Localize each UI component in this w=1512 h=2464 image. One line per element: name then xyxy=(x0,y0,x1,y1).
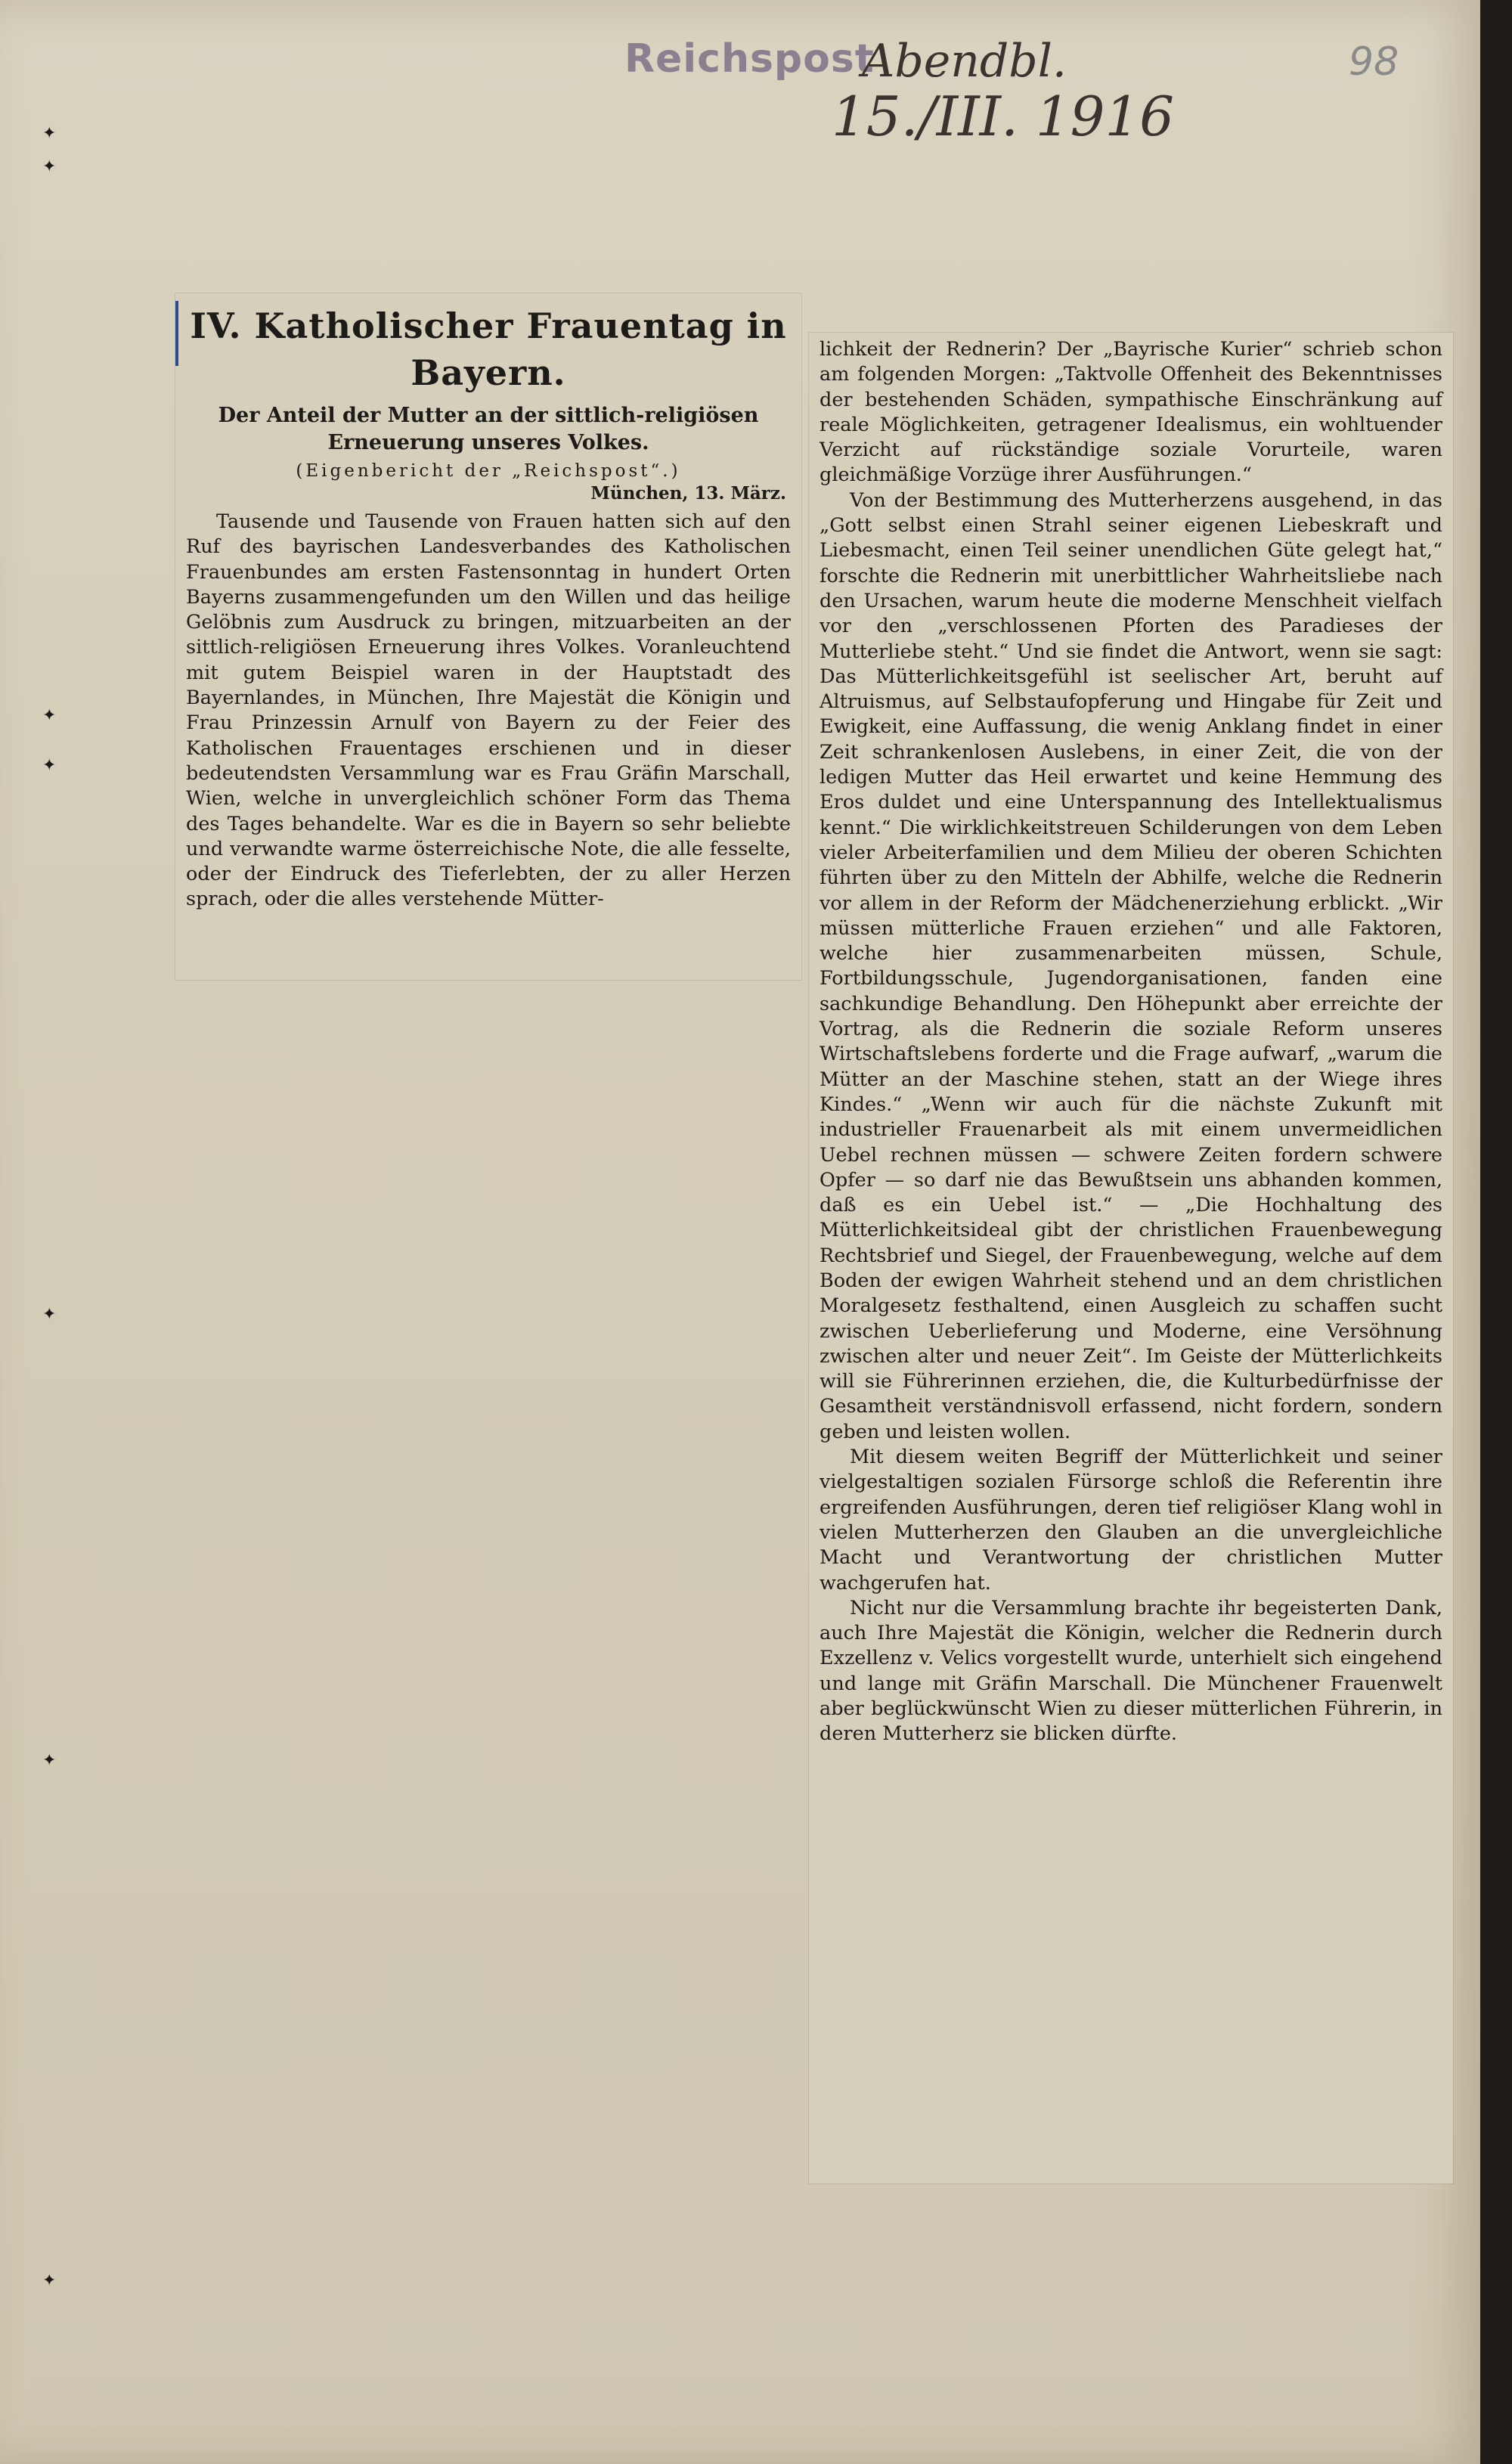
handwritten-date: 15./III. 1916 xyxy=(832,85,1175,148)
handwritten-edition: Abendbl. xyxy=(862,35,1067,88)
punch-mark: ✦ xyxy=(42,124,57,143)
newspaper-stamp: Reichspost xyxy=(624,36,875,82)
article-dateline: München, 13. März. xyxy=(590,483,786,504)
margin-mark xyxy=(175,301,178,366)
punch-mark: ✦ xyxy=(42,1751,57,1770)
article-clipping-left xyxy=(175,293,801,980)
left-column-paragraph: Tausende und Tausende von Frauen hatten sich auf den Ruf des bayrischen Landesverbandes des Katholischen Frauenbundes am ersten Fastensonntag in hundert Orten Bayerns zusammengefunden um den Willen und das heilige Gelöbnis zum Ausdruck zu bringen, mitzuarbeiten an der sittlich-religiösen Erneuerung ihres Volkes. Voranleuchtend mit gutem Beispiel waren in der Hauptstadt des Bayernlandes, in München, Ihre Majestät die Königin und Frau Prinzessin Arnulf von Bayern zu der Feier des Katholischen Frauentages erschienen und in dieser bedeutendsten Versammlung war es Frau Gräfin Marschall, Wien, welche in unvergleichlich schöner Form das Thema des Tages behandelte. War es die in Bayern so sehr beliebte und verwandte warme österreichische Note, die alle fesselte, oder der Eindruck des Tieferlebten, der zu aller Herzen sprach, oder die alles verstehende Mütter- xyxy=(186,510,791,911)
right-column-paragraph: lichkeit der Rednerin? Der „Bayrische Kurier“ schrieb schon am folgenden Morgen: „Taktvolle Offenheit des Bekenntnisses der bestehenden Schäden, sympathische Einschränkung auf reale Möglichkeiten, getragener Idealismus, ein wohltuender Verzicht auf rückständige soziale Vorurteile, waren gleichmäßige Vorzüge ihrer Ausführungen.“ xyxy=(820,338,1442,487)
punch-mark: ✦ xyxy=(42,2271,57,2290)
scan-edge xyxy=(1480,0,1512,2464)
punch-mark: ✦ xyxy=(42,756,57,775)
article-title: IV. Katholischer Frauentag in Bayern. xyxy=(190,305,787,393)
right-column-paragraph: Mit diesem weiten Begriff der Mütterlichkeit und seiner vielgestaltigen sozialen Fürsorge schloß die Referentin ihre ergreifenden Ausführungen, deren tief religiöser Klang wohl in vielen Mutterherzen den Glauben an die unvergleichliche Macht und Verantwortung der christlichen Mutter wachgerufen hat. xyxy=(820,1446,1442,1595)
punch-mark: ✦ xyxy=(42,706,57,725)
article-subtitle: Der Anteil der Mutter an der sittlich-religiösen Erneuerung unseres Volkes. xyxy=(218,404,759,454)
punch-mark: ✦ xyxy=(42,1305,57,1324)
right-column-paragraph: Von der Bestimmung des Mutterherzens ausgehend, in das „Gott selbst einen Strahl seiner eigenen Liebeskraft und Liebesmacht, einen Teil seiner unendlichen Güte gelegt hat,“ forschte die Rednerin mit unerbittlicher Wahrheitsliebe nach den Ursachen, warum heute die moderne Menschheit vielfach vor den „verschlossenen Pforten des Paradieses der Mutterliebe steht.“ Und sie findet die Antwort, wenn sie sagt: Das Mütterlichkeitsgefühl ist seelischer Art, beruht auf Altruismus, auf Selbstaufopferung und Hingabe für Zeit und Ewigkeit, eine Auffassung, die wenig Anklang findet in einer Zeit schrankenlosen Auslebens, in einer Zeit, die von der ledigen Mutter das Heil erwartet und keine Hemmung des Eros duldet und eine Unterspannung des Intellektualismus kennt.“ Die wirklichkeitstreuen Schilderungen von dem Leben vieler Arbeiterfamilien und dem Milieu der oberen Schichten führten über zu den Mitteln der Abhilfe, welche die Rednerin vor allem in der Reform der Mädchenerziehung erblickt. „Wir müssen mütterliche Frauen erziehen“ und alle Faktoren, welche hier zusammenarbeiten müssen, Schule, Fortbildungsschule, Jugendorganisationen, fanden eine sachkundige Behandlung. Den Höhepunkt aber erreichte der Vortrag, als die Rednerin die soziale Reform unseres Wirtschaftslebens forderte und die Frage aufwarf, „warum die Mütter an der Maschine stehen, statt an der Wiege ihres Kindes.“ „Wenn wir auch für die nächste Zukunft mit industrieller Frauenarbeit als mit einem unvermeidlichen Uebel rechnen müssen — schwere Zeiten fordern schwere Opfer — so darf nie das Bewußtsein uns abhanden kommen, daß es ein Uebel ist.“ — „Die Hochhaltung des Mütterlichkeitsideal gibt der christlichen Frauenbewegung Rechtsbrief und Siegel, der Frauenbewegung, welche auf dem Boden der ewigen Wahrheit stehend und an dem christlichen Moralgesetz festhaltend, einen Ausgleich zu schaffen sucht zwischen Ueberlieferung und Moderne, eine Versöhnung zwischen alter und neuer Zeit“. Im Geiste der Mütterlichkeits will sie Führerinnen erziehen, die, die Kulturbedürfnisse der Gesamtheit verständnisvoll erfassend, nicht fordern, sondern geben und leisten wollen. xyxy=(820,488,1442,1443)
right-column-paragraph: Nicht nur die Versammlung brachte ihr begeisterten Dank, auch Ihre Majestät die Königin, welcher die Rednerin durch Exzellenz v. Velics vorgestellt wurde, unterhielt sich eingehend und lange mit Gräfin Marschall. Die Münchener Frauenwelt aber beglückwünscht Wien zu dieser mütterlichen Führerin, in deren Mutterherz sie blicken dürfte. xyxy=(820,1596,1442,1746)
page-number: 98 xyxy=(1349,39,1399,85)
punch-mark: ✦ xyxy=(42,157,57,176)
article-byline: (Eigenbericht der „Reichspost“.) xyxy=(296,461,681,481)
article-clipping-right xyxy=(809,333,1453,2184)
